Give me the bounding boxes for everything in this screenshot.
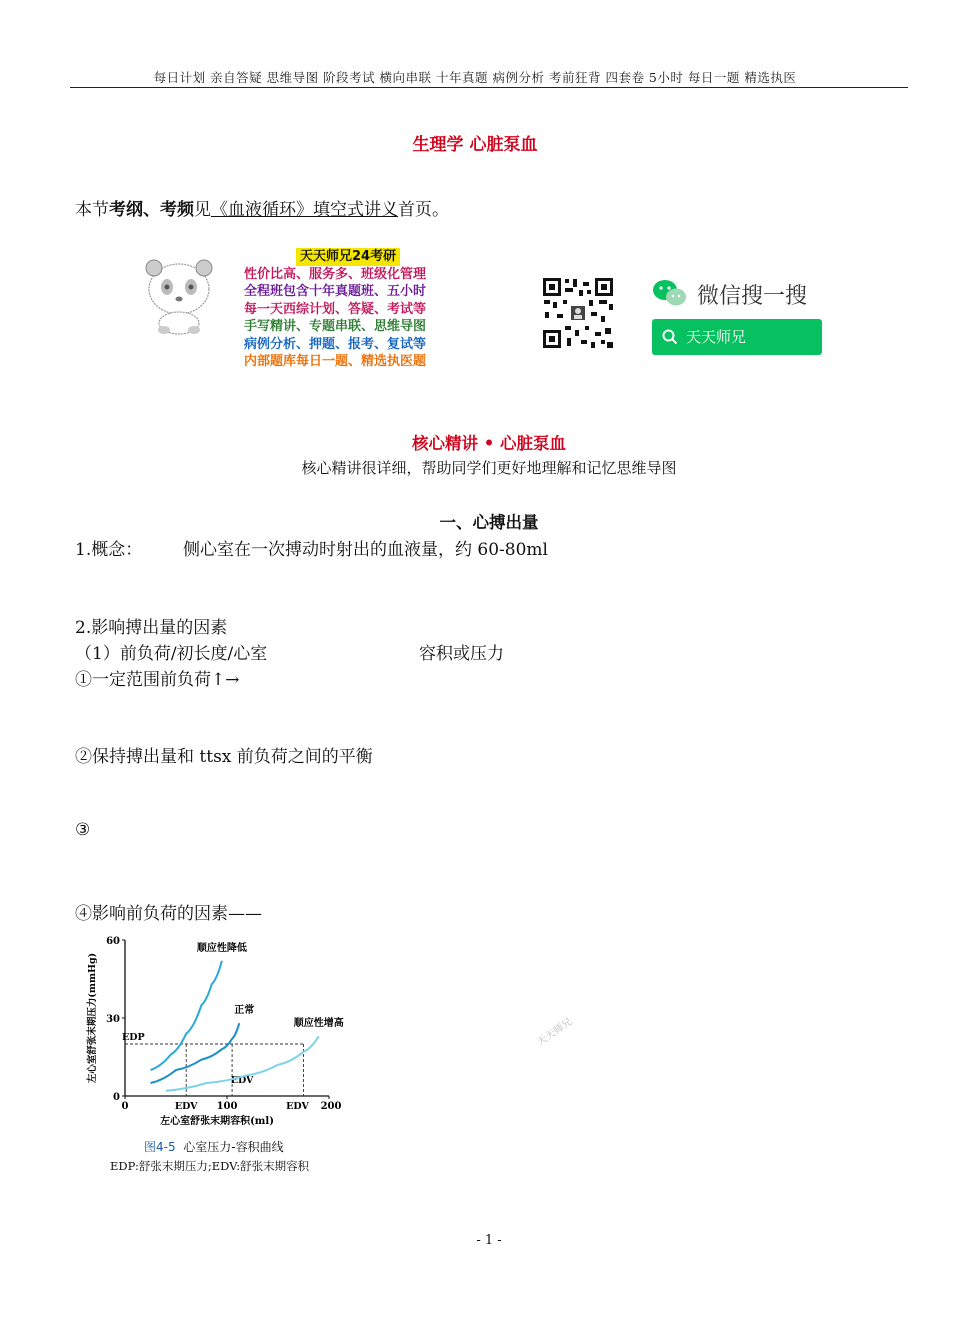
y-tick-label: 30 [106, 1014, 120, 1025]
point-3: ③ [75, 820, 91, 840]
preload-line [75, 639, 504, 664]
core-subtitle: 核心精讲很详细，帮助同学们更好地理解和记忆思维导图 [301, 459, 677, 477]
curve-label: 顺应性降低 [196, 942, 247, 954]
concept-line [75, 535, 548, 560]
watermark: 天天师兄 [535, 1016, 575, 1049]
wechat-search-button[interactable] [652, 319, 822, 355]
curve-label: 正常 [234, 1005, 255, 1017]
ad-line: 手写精讲、专题串联、思维导图 [244, 319, 427, 334]
curve-label: 顺应性增高 [293, 1018, 344, 1030]
panda-icon [138, 255, 220, 335]
intro-link[interactable]: 《血液循环》填空式讲义 [211, 200, 398, 220]
figure-label: 图4-5 [144, 1140, 176, 1154]
intro-bold: 考纲、考频 [109, 200, 194, 220]
section-heading: 一、心搏出量 [439, 513, 539, 532]
page-number: - 1 - [476, 1233, 502, 1248]
x-tick-label: 100 [216, 1101, 238, 1112]
edv-label: EDV [286, 1101, 309, 1112]
ad-line: 内部题库每日一题、精选执医题 [244, 354, 427, 369]
ad-line: 每一天西综计划、答疑、考试等 [244, 301, 427, 317]
intro-prefix: 本节 [75, 200, 109, 220]
intro-mid: 见 [194, 200, 211, 220]
x-tick-label: 200 [320, 1101, 342, 1112]
x-axis-label: 左心室舒张末期容积(ml) [160, 1116, 274, 1127]
point-2: ②保持搏出量和 ttsx 前负荷之间的平衡 [75, 747, 373, 767]
qr-code-icon[interactable] [541, 276, 615, 350]
preload-value: 容积或压力 [419, 644, 504, 664]
edv-label: EDV [230, 1075, 254, 1086]
ad-line: 性价比高、服务多、班级化管理 [244, 266, 427, 282]
curve-reduced-compliance [151, 961, 222, 1070]
factors-line: 2.影响搏出量的因素 [75, 618, 228, 638]
concept-value: 侧心室在一次搏动时射出的血液量，约 60-80ml [183, 540, 548, 560]
pressure-volume-chart [70, 930, 370, 1127]
point-1: ①一定范围前负荷↑→ [75, 670, 240, 690]
core-title: 核心精讲 • 心脏泵血 [411, 434, 567, 453]
header-features: 每日计划 亲自答疑 思维导图 阶段考试 横向串联 十年真题 病例分析 考前狂背 四套卷 5小时 每日一题 精选执医 [153, 70, 797, 85]
y-axis-label: 左心室舒张末期压力(mmHg) [87, 952, 98, 1084]
intro-paragraph [75, 195, 449, 220]
page-title: 生理学 心脏泵血 [412, 135, 538, 155]
ad-title: 天天师兄24考研 [296, 248, 400, 266]
figure-caption [144, 1138, 284, 1155]
ad-line: 全程班包含十年真题班、五小时 [244, 284, 427, 299]
ad-text-block [244, 248, 469, 371]
y-tick-label: 0 [113, 1092, 120, 1103]
wechat-search-text: 微信搜一搜 [697, 284, 808, 309]
figure-title: 心室压力-容积曲线 [183, 1140, 284, 1154]
curve-normal [151, 1023, 240, 1083]
point-4: ④影响前负荷的因素—— [75, 904, 262, 924]
x-tick-label: 0 [121, 1101, 129, 1112]
wechat-button-label: 天天师兄 [686, 328, 747, 346]
preload-label: （1）前负荷/初长度/心室 [75, 644, 268, 664]
search-icon [662, 329, 678, 345]
wechat-logo-icon [652, 279, 688, 307]
edp-label: EDP [122, 1032, 145, 1043]
intro-suffix: 首页。 [398, 200, 449, 220]
y-tick-label: 60 [106, 936, 120, 947]
figure-note: EDP:舒张末期压力;EDV:舒张末期容积 [110, 1159, 310, 1173]
concept-label: 1.概念： [75, 540, 143, 560]
header-rule [70, 87, 908, 88]
edv-label: EDV [174, 1101, 198, 1112]
ad-line: 病例分析、押题、报考、复试等 [244, 336, 427, 352]
